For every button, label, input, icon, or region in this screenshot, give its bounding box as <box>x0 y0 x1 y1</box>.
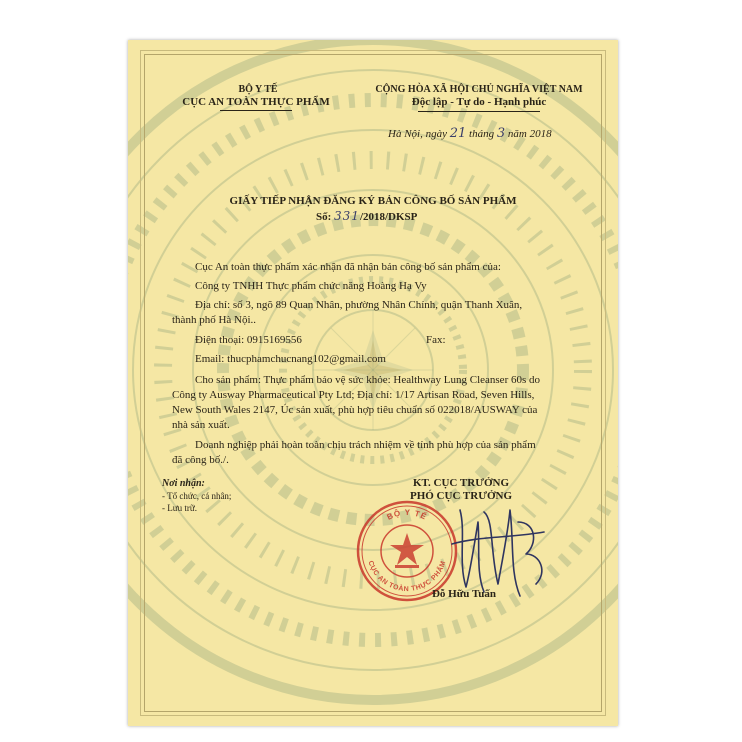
agency-name: CỤC AN TOÀN THỰC PHẨM <box>182 96 330 108</box>
signer-name: Đỗ Hữu Tuấn <box>431 588 497 600</box>
product-line-3: New South Wales 2147, Úc sản xuất, phù hợp tiêu chuẩn số 022018/AUSWAY của <box>172 404 538 416</box>
country-name: CỘNG HÒA XÃ HỘI CHỦ NGHĨA VIỆT NAM <box>375 84 583 95</box>
document-title: GIẤY TIẾP NHẬN ĐĂNG KÝ BẢN CÔNG BỐ SẢN PHẨM <box>229 195 517 207</box>
right-header-underline <box>418 111 540 112</box>
recipient-item: - Tổ chức, cá nhân; <box>162 491 232 501</box>
intro-text: Cục An toàn thực phẩm xác nhận đã nhận bản công bố sản phẩm của: <box>195 261 501 273</box>
ministry-name: BỘ Y TẾ <box>238 84 278 95</box>
company-name: Công ty TNHH Thực phẩm chức năng Hoàng Hạ Vy <box>195 280 427 292</box>
left-header-underline <box>220 110 292 111</box>
product-line-4: nhà sản xuất. <box>172 419 230 431</box>
stamp-bottom-text: CỤC AN TOÀN THỰC PHẨM <box>366 559 448 594</box>
company-address-line-2: thành phố Hà Nội.. <box>172 314 257 326</box>
date-month-label: tháng <box>469 128 495 140</box>
company-email: Email: thucphamchucnang102@gmail.com <box>195 353 386 365</box>
product-line-2: Công ty Ausway Pharmaceutical Pty Ltd; Địa chỉ: 1/17 Artisan Road, Seven Hills, <box>172 389 535 401</box>
date-month: 3 <box>496 126 506 141</box>
responsibility-line-1: Doanh nghiệp phải hoàn toàn chịu trách nhiệm về tính phù hợp của sản phẩm <box>195 439 536 451</box>
signer-title-1: KT. CỤC TRƯỞNG <box>412 477 510 489</box>
date-year: năm 2018 <box>507 128 552 140</box>
company-fax: Fax: <box>426 334 446 346</box>
recipient-item: - Lưu trữ. <box>162 503 197 513</box>
stamp-top-text: BỘ Y TẾ <box>385 507 429 522</box>
company-phone: Điện thoại: 0915169556 <box>195 334 302 346</box>
date-day: 21 <box>449 126 467 141</box>
number-handwritten: 331 <box>334 209 360 223</box>
certificate-page <box>128 40 618 726</box>
company-address-line-1: Địa chỉ: số 3, ngõ 89 Quan Nhân, phường Nhân Chính, quận Thanh Xuân, <box>195 299 523 311</box>
svg-text:BỘ Y TẾ <box>385 508 429 522</box>
handwritten-signature <box>440 492 560 602</box>
responsibility-line-2: đã công bố./. <box>172 454 229 466</box>
document-number <box>316 209 417 223</box>
motto: Độc lập - Tự do - Hạnh phúc <box>411 96 547 108</box>
signer-title-2: PHÓ CỤC TRƯỞNG <box>409 490 513 502</box>
product-line-1: Cho sản phẩm: Thực phẩm bảo vệ sức khỏe: Healthway Lung Cleanser 60s do <box>195 374 541 386</box>
recipients-label: Nơi nhận: <box>162 478 205 489</box>
number-suffix: /2018/DKSP <box>359 211 418 223</box>
date-prefix: Hà Nội, ngày <box>388 128 447 140</box>
issue-date <box>388 126 552 141</box>
number-label: Số: <box>316 211 332 223</box>
